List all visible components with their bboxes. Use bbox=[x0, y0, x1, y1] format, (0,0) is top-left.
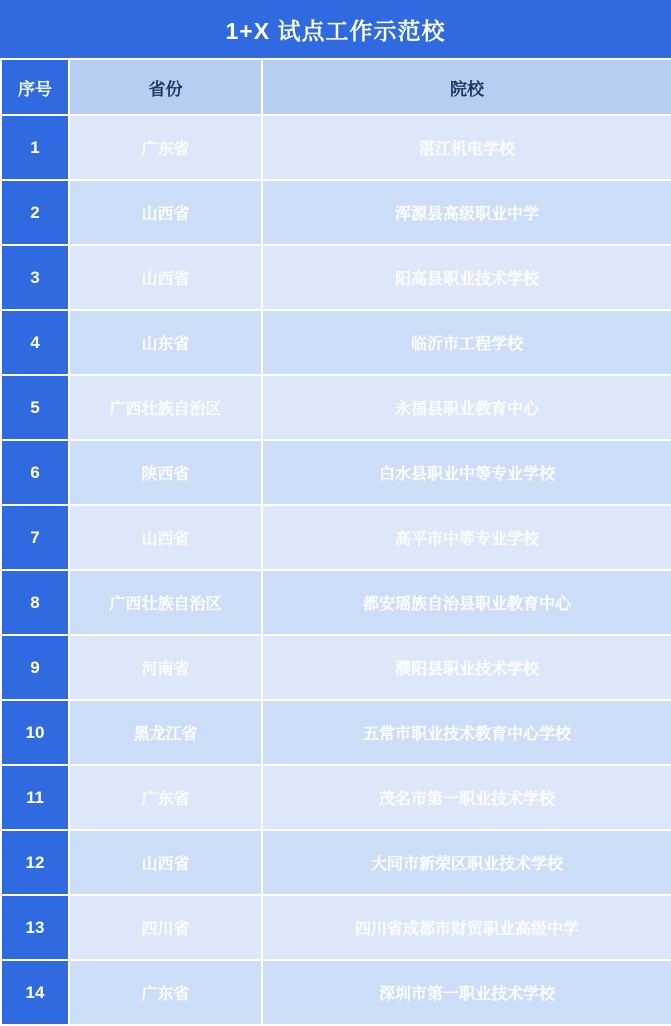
table-row bbox=[1, 115, 671, 180]
table-row bbox=[1, 440, 671, 505]
row-school-cell: 都安瑶族自治县职业教育中心 bbox=[262, 570, 671, 635]
table-row bbox=[1, 245, 671, 310]
row-school-cell: 浑源县高级职业中学 bbox=[262, 180, 671, 245]
table-row bbox=[1, 960, 671, 1025]
row-index-cell: 14 bbox=[1, 960, 69, 1025]
row-index-cell: 1 bbox=[1, 115, 69, 180]
row-school-cell: 濮阳县职业技术学校 bbox=[262, 635, 671, 700]
table-row bbox=[1, 375, 671, 440]
page-title: 1+X 试点工作示范校 bbox=[225, 17, 446, 44]
row-index-cell: 2 bbox=[1, 180, 69, 245]
table-row bbox=[1, 700, 671, 765]
row-index-cell: 3 bbox=[1, 245, 69, 310]
row-province-cell: 广东省 bbox=[69, 960, 262, 1025]
table-row bbox=[1, 570, 671, 635]
row-province-cell: 四川省 bbox=[69, 895, 262, 960]
row-school-cell: 茂名市第一职业技术学校 bbox=[262, 765, 671, 830]
table-row bbox=[1, 895, 671, 960]
row-province-cell: 山东省 bbox=[69, 310, 262, 375]
row-index-cell: 5 bbox=[1, 375, 69, 440]
row-province-cell: 山西省 bbox=[69, 245, 262, 310]
row-province-cell: 山西省 bbox=[69, 180, 262, 245]
row-school-cell: 高平市中等专业学校 bbox=[262, 505, 671, 570]
table-row bbox=[1, 830, 671, 895]
row-index-cell: 8 bbox=[1, 570, 69, 635]
row-school-cell: 阳高县职业技术学校 bbox=[262, 245, 671, 310]
row-index-cell: 6 bbox=[1, 440, 69, 505]
row-index-cell: 12 bbox=[1, 830, 69, 895]
table-header-row bbox=[1, 59, 671, 115]
table-row bbox=[1, 635, 671, 700]
table-row bbox=[1, 765, 671, 830]
table-row bbox=[1, 310, 671, 375]
row-index-cell: 9 bbox=[1, 635, 69, 700]
column-header-school: 院校 bbox=[262, 59, 671, 115]
row-province-cell: 陕西省 bbox=[69, 440, 262, 505]
row-school-cell: 白水县职业中等专业学校 bbox=[262, 440, 671, 505]
row-school-cell: 大同市新荣区职业技术学校 bbox=[262, 830, 671, 895]
row-school-cell: 深圳市第一职业技术学校 bbox=[262, 960, 671, 1025]
table-header bbox=[1, 59, 671, 115]
row-school-cell: 湛江机电学校 bbox=[262, 115, 671, 180]
row-index-cell: 10 bbox=[1, 700, 69, 765]
row-school-cell: 临沂市工程学校 bbox=[262, 310, 671, 375]
row-province-cell: 广西壮族自治区 bbox=[69, 570, 262, 635]
row-school-cell: 永福县职业教育中心 bbox=[262, 375, 671, 440]
table-body bbox=[1, 115, 671, 1025]
row-province-cell: 广东省 bbox=[69, 765, 262, 830]
pilot-schools-table bbox=[0, 58, 671, 1026]
row-index-cell: 4 bbox=[1, 310, 69, 375]
row-index-cell: 13 bbox=[1, 895, 69, 960]
row-school-cell: 四川省成都市财贸职业高级中学 bbox=[262, 895, 671, 960]
document-title-bar bbox=[0, 0, 671, 58]
row-index-cell: 11 bbox=[1, 765, 69, 830]
row-province-cell: 河南省 bbox=[69, 635, 262, 700]
row-school-cell: 五常市职业技术教育中心学校 bbox=[262, 700, 671, 765]
column-header-index: 序号 bbox=[1, 59, 69, 115]
row-province-cell: 广东省 bbox=[69, 115, 262, 180]
column-header-province: 省份 bbox=[69, 59, 262, 115]
row-province-cell: 广西壮族自治区 bbox=[69, 375, 262, 440]
table-row bbox=[1, 180, 671, 245]
row-province-cell: 山西省 bbox=[69, 830, 262, 895]
row-province-cell: 黑龙江省 bbox=[69, 700, 262, 765]
table-row bbox=[1, 505, 671, 570]
row-index-cell: 7 bbox=[1, 505, 69, 570]
row-province-cell: 山西省 bbox=[69, 505, 262, 570]
